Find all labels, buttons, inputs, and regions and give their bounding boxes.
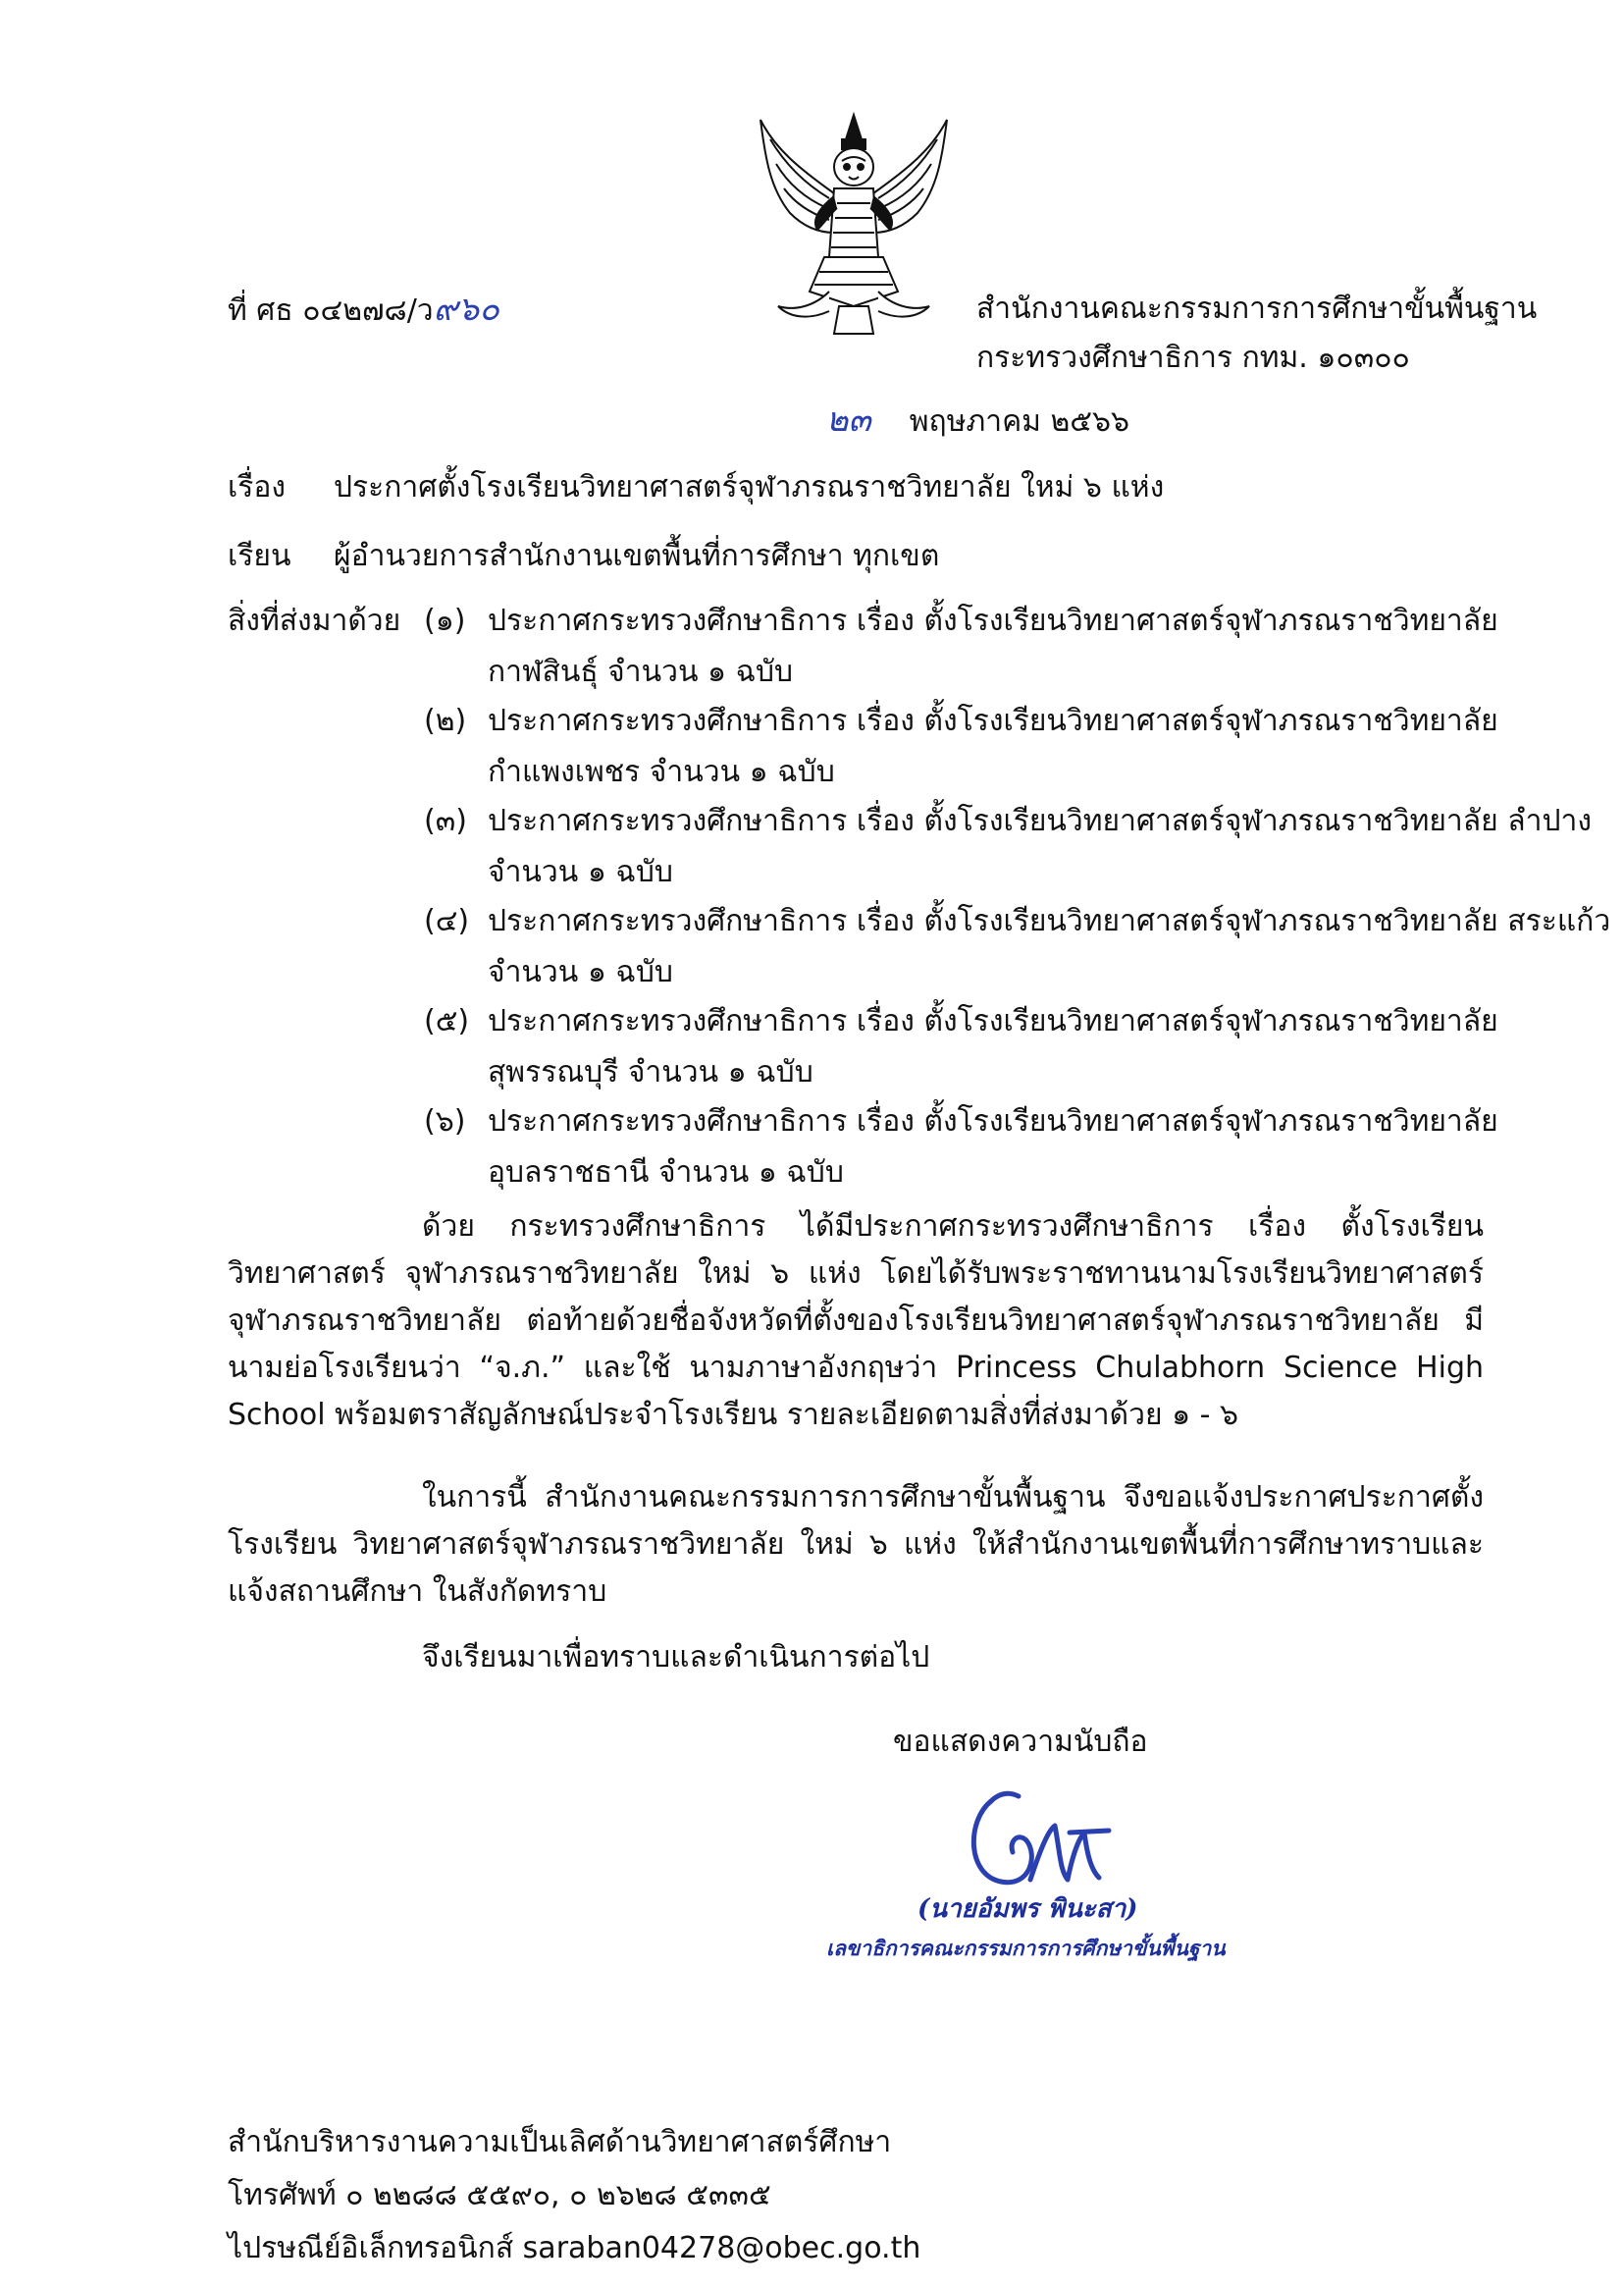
subject-text: ประกาศตั้งโรงเรียนวิทยาศาสตร์จุฬาภรณราชวิทยาลัย ใหม่ ๖ แห่ง [334,470,1165,505]
footer-email: ไปรษณีย์อิเล็กทรอนิกส์ saraban04278@obec.go.th [228,2231,921,2265]
reference-number [228,287,499,334]
enclosure-title: ประกาศกระทรวงศึกษาธิการ เรื่อง ตั้งโรงเรียนวิทยาศาสตร์จุฬาภรณราชวิทยาลัย สระแก้ว [488,904,1611,938]
body-paragraph-2-text: ในการนี้ สำนักงานคณะกรรมการการศึกษาขั้นพื้นฐาน จึงขอแจ้งประกาศประกาศตั้งโรงเรียน วิทยาศาสตร์จุฬาภรณราชวิทยาลัย ใหม่ ๖ แห่ง ให้สำนักงานเขตพื้นที่การศึกษาทราบและแจ้งสถานศึกษา ในสังกัดทราบ [228,1480,1484,1609]
footer-office: สำนักบริหารงานความเป็นเลิศด้านวิทยาศาสตร์ศึกษา [228,2125,892,2159]
enclosure-title: ประกาศกระทรวงศึกษาธิการ เรื่อง ตั้งโรงเรียนวิทยาศาสตร์จุฬาภรณราชวิทยาลัย ลำปาง [488,804,1593,838]
enclosure-number: (๓) [424,804,467,838]
enclosure-detail: กาฬสินธุ์ จำนวน ๑ ฉบับ [488,655,794,689]
handwritten-signature [962,1772,1138,1899]
enclosure-title: ประกาศกระทรวงศึกษาธิการ เรื่อง ตั้งโรงเรียนวิทยาศาสตร์จุฬาภรณราชวิทยาลัย [488,704,1498,738]
reference-prefix: ที่ ศธ ๐๔๒๗๘/ว [228,293,434,328]
recipient-label: เรียน [228,539,291,573]
date-day-handwritten: ๒๓ [826,400,871,440]
subject-label: เรื่อง [228,470,287,505]
signer-title: เลขาธิการคณะกรรมการการศึกษาขั้นพื้นฐาน [826,1936,1226,1960]
enclosure-number: (๔) [424,904,470,938]
enclosures-label: สิ่งที่ส่งมาด้วย [228,604,401,638]
agency-name: สำนักงานคณะกรรมการการศึกษาขั้นพื้นฐาน [976,292,1538,326]
garuda-emblem [751,110,957,341]
enclosure-detail: จำนวน ๑ ฉบับ [488,855,673,889]
date-month-year: พฤษภาคม ๒๕๖๖ [909,404,1130,439]
body-paragraph-2 [228,1474,1484,1616]
reference-handwritten-number: ๙๖๐ [433,290,499,329]
document-date [826,398,1129,445]
agency-address: กระทรวงศึกษาธิการ กทม. ๑๐๓๐๐ [976,341,1410,375]
enclosure-detail: อุบลราชธานี จำนวน ๑ ฉบับ [488,1155,844,1190]
body-paragraph-1-text: ด้วย กระทรวงศึกษาธิการ ได้มีประกาศกระทรวงศึกษาธิการ เรื่อง ตั้งโรงเรียนวิทยาศาสตร์ จุฬาภรณราชวิทยาลัย ใหม่ ๖ แห่ง โดยได้รับพระราชทานนามโรงเรียนวิทยาศาสตร์จุฬาภรณราชวิทยาลัย ต่อท้ายด้วยชื่อจังหวัดที่ตั้งของโรงเรียนวิทยาศาสตร์จุฬาภรณราชวิทยาลัย มีนามย่อโรงเรียนว่า “จ.ภ.” และใช้ นามภาษาอังกฤษว่า Princess Chulabhorn Science High School พร้อมตราสัญลักษณ์ประจำโรงเรียน รายละเอียดตามสิ่งที่ส่งมาด้วย ๑ - ๖ [228,1209,1484,1432]
body-paragraph-1 [228,1203,1484,1439]
enclosure-title: ประกาศกระทรวงศึกษาธิการ เรื่อง ตั้งโรงเรียนวิทยาศาสตร์จุฬาภรณราชวิทยาลัย [488,604,1498,638]
footer-phone: โทรศัพท์ ๐ ๒๒๘๘ ๕๕๙๐, ๐ ๒๖๒๘ ๕๓๓๕ [228,2178,771,2212]
closing-request: จึงเรียนมาเพื่อทราบและดำเนินการต่อไป [422,1640,930,1675]
enclosure-detail: สุพรรณบุรี จำนวน ๑ ฉบับ [488,1055,813,1090]
enclosure-detail: จำนวน ๑ ฉบับ [488,955,673,989]
salutation: ขอแสดงความนับถือ [893,1725,1148,1759]
signer-name: (นายอัมพร พินะสา) [917,1894,1138,1924]
enclosure-number: (๒) [424,704,467,738]
enclosure-title: ประกาศกระทรวงศึกษาธิการ เรื่อง ตั้งโรงเรียนวิทยาศาสตร์จุฬาภรณราชวิทยาลัย [488,1004,1498,1038]
enclosure-title: ประกาศกระทรวงศึกษาธิการ เรื่อง ตั้งโรงเรียนวิทยาศาสตร์จุฬาภรณราชวิทยาลัย [488,1104,1498,1139]
enclosure-number: (๑) [424,604,466,638]
enclosure-number: (๕) [424,1004,470,1038]
enclosure-number: (๖) [424,1104,466,1139]
recipient-text: ผู้อำนวยการสำนักงานเขตพื้นที่การศึกษา ทุกเขต [334,539,940,573]
enclosure-detail: กำแพงเพชร จำนวน ๑ ฉบับ [488,755,835,789]
